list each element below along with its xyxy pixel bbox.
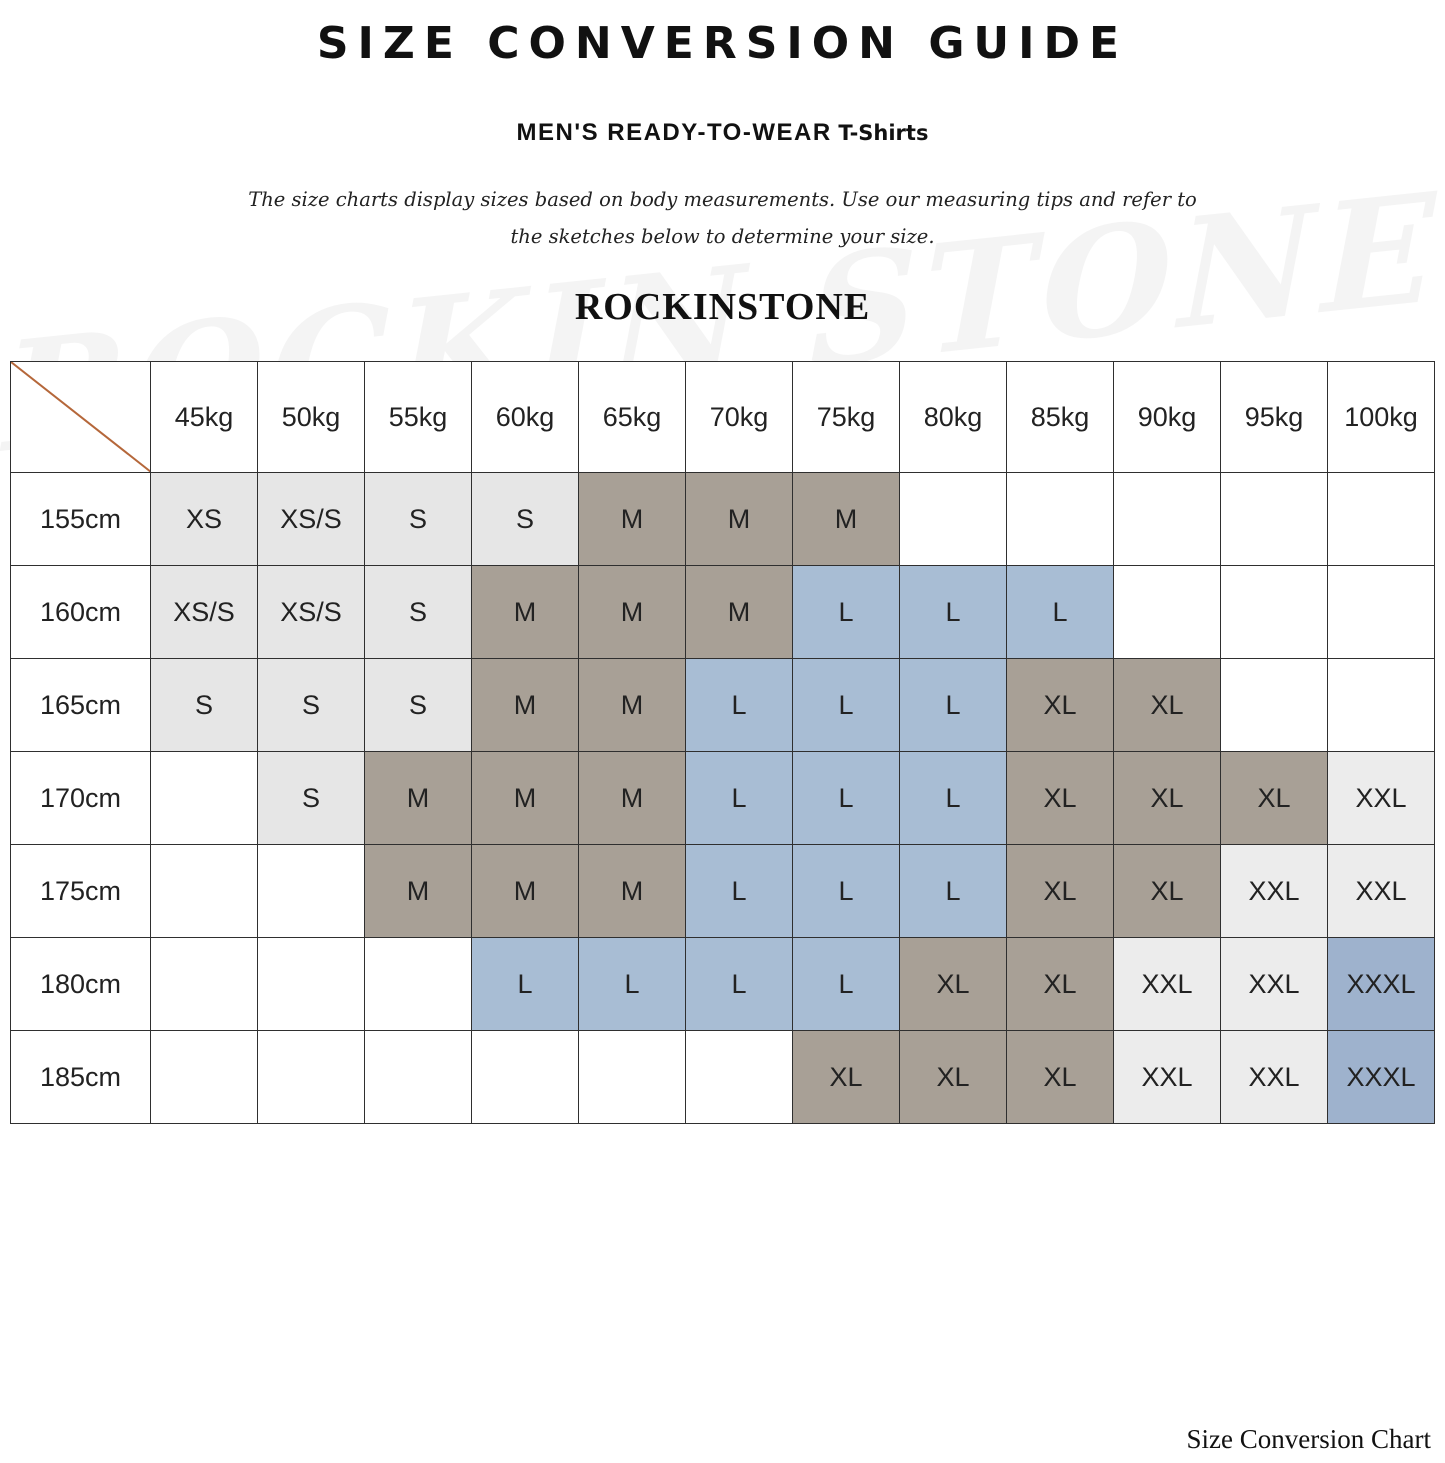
table-corner-cell — [11, 362, 151, 473]
size-cell: M — [579, 566, 686, 659]
page-description: The size charts display sizes based on body measurements. Use our measuring tips and refer to the sketches below to determine your size. — [248, 188, 1197, 249]
size-cell: XL — [900, 938, 1007, 1031]
size-cell: S — [365, 473, 472, 566]
size-cell: XS/S — [151, 566, 258, 659]
row-header-height: 155cm — [11, 473, 151, 566]
size-cell: XL — [1114, 752, 1221, 845]
table-body — [11, 473, 1435, 1124]
size-cell: XL — [1007, 845, 1114, 938]
size-guide-page — [0, 18, 1445, 1463]
column-header-weight: 50kg — [258, 362, 365, 473]
row-header-height: 185cm — [11, 1031, 151, 1124]
size-cell: XXL — [1328, 845, 1435, 938]
size-cell — [900, 473, 1007, 566]
size-cell — [365, 1031, 472, 1124]
column-header-weight: 95kg — [1221, 362, 1328, 473]
size-cell — [365, 938, 472, 1031]
size-cell: L — [686, 845, 793, 938]
size-cell — [1328, 566, 1435, 659]
column-header-weight: 90kg — [1114, 362, 1221, 473]
size-cell: L — [900, 752, 1007, 845]
row-header-height: 180cm — [11, 938, 151, 1031]
subtitle-category: MEN'S READY-TO-WEAR — [516, 119, 832, 146]
size-cell: XL — [793, 1031, 900, 1124]
size-cell — [151, 1031, 258, 1124]
column-header-weight: 80kg — [900, 362, 1007, 473]
size-cell: XXXL — [1328, 1031, 1435, 1124]
size-cell: XXL — [1221, 845, 1328, 938]
size-cell: XL — [1114, 659, 1221, 752]
size-cell: XS/S — [258, 473, 365, 566]
size-cell: XXL — [1114, 1031, 1221, 1124]
size-cell: XL — [1221, 752, 1328, 845]
diagonal-divider-icon — [11, 362, 151, 472]
size-cell: L — [900, 566, 1007, 659]
row-header-height: 175cm — [11, 845, 151, 938]
size-cell: M — [472, 659, 579, 752]
table-row — [11, 938, 1435, 1031]
size-cell: M — [579, 752, 686, 845]
column-header-weight: 60kg — [472, 362, 579, 473]
size-cell — [151, 845, 258, 938]
size-cell: XL — [1007, 938, 1114, 1031]
size-cell: L — [793, 752, 900, 845]
table-row — [11, 845, 1435, 938]
size-cell: L — [793, 659, 900, 752]
size-cell — [151, 752, 258, 845]
table-header-row — [11, 362, 1435, 473]
size-cell: L — [686, 938, 793, 1031]
size-cell: XS — [151, 473, 258, 566]
size-cell: M — [579, 659, 686, 752]
size-cell — [1328, 659, 1435, 752]
size-cell — [258, 1031, 365, 1124]
size-cell: XL — [1114, 845, 1221, 938]
table-row — [11, 752, 1435, 845]
column-header-weight: 65kg — [579, 362, 686, 473]
column-header-weight: 85kg — [1007, 362, 1114, 473]
size-cell: M — [579, 473, 686, 566]
row-header-height: 165cm — [11, 659, 151, 752]
column-header-weight: 75kg — [793, 362, 900, 473]
size-cell — [1221, 473, 1328, 566]
size-cell: M — [686, 566, 793, 659]
size-cell — [1114, 473, 1221, 566]
size-cell: M — [472, 752, 579, 845]
size-cell: XS/S — [258, 566, 365, 659]
size-cell: L — [793, 845, 900, 938]
size-cell: L — [1007, 566, 1114, 659]
size-cell: L — [900, 659, 1007, 752]
size-cell — [1221, 566, 1328, 659]
size-cell: XXL — [1328, 752, 1435, 845]
table-row — [11, 566, 1435, 659]
size-cell — [1007, 473, 1114, 566]
size-cell: L — [900, 845, 1007, 938]
footer-caption: Size Conversion Chart — [1186, 1424, 1431, 1454]
size-cell — [579, 1031, 686, 1124]
size-cell: M — [365, 845, 472, 938]
brand-name: ROCKINSTONE — [574, 286, 871, 329]
size-cell: S — [258, 752, 365, 845]
size-cell: XL — [900, 1031, 1007, 1124]
size-cell: L — [579, 938, 686, 1031]
table-row — [11, 473, 1435, 566]
size-cell — [258, 938, 365, 1031]
size-cell: XL — [1007, 1031, 1114, 1124]
row-header-height: 160cm — [11, 566, 151, 659]
table-row — [11, 659, 1435, 752]
size-cell — [151, 938, 258, 1031]
column-header-weight: 55kg — [365, 362, 472, 473]
size-cell: XL — [1007, 752, 1114, 845]
column-header-weight: 45kg — [151, 362, 258, 473]
size-cell: L — [472, 938, 579, 1031]
size-cell: M — [472, 845, 579, 938]
subtitle-product: T-Shirts — [838, 121, 929, 145]
size-cell: M — [686, 473, 793, 566]
size-cell: L — [686, 752, 793, 845]
size-cell: M — [793, 473, 900, 566]
column-header-weight: 70kg — [686, 362, 793, 473]
size-conversion-table — [10, 361, 1435, 1124]
size-cell: M — [472, 566, 579, 659]
size-cell: L — [793, 938, 900, 1031]
size-cell: XXL — [1221, 1031, 1328, 1124]
size-cell: XL — [1007, 659, 1114, 752]
column-header-weight: 100kg — [1328, 362, 1435, 473]
size-cell: XXL — [1114, 938, 1221, 1031]
size-cell: S — [365, 566, 472, 659]
size-cell — [1114, 566, 1221, 659]
size-cell — [1328, 473, 1435, 566]
size-cell: XXXL — [1328, 938, 1435, 1031]
size-cell: S — [151, 659, 258, 752]
size-cell: S — [472, 473, 579, 566]
size-cell — [472, 1031, 579, 1124]
size-cell: XXL — [1221, 938, 1328, 1031]
size-cell: S — [365, 659, 472, 752]
size-cell: S — [258, 659, 365, 752]
size-cell: M — [365, 752, 472, 845]
size-cell — [1221, 659, 1328, 752]
size-cell: L — [686, 659, 793, 752]
page-title: SIZE CONVERSION GUIDE — [316, 18, 1129, 69]
size-cell: L — [793, 566, 900, 659]
size-cell: M — [579, 845, 686, 938]
row-header-height: 170cm — [11, 752, 151, 845]
size-cell — [686, 1031, 793, 1124]
size-cell — [258, 845, 365, 938]
table-row — [11, 1031, 1435, 1124]
page-subtitle — [0, 119, 1445, 147]
